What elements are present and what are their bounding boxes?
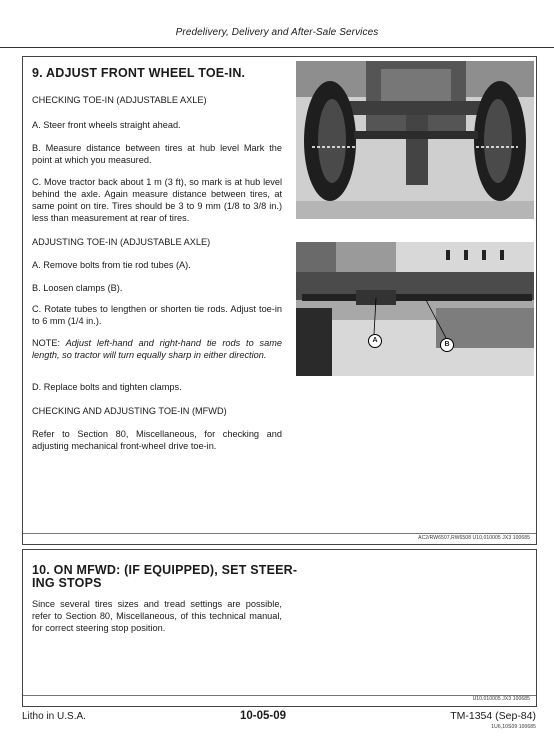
- section-9-box: [22, 56, 537, 545]
- checking-step-c: C. Move tractor back about 1 m (3 ft), so mark is at hub level behind the axle. Again measure distance between tires, at same point on tire. Tires should be 3 to 9 mm (1/8 to 3/8 in.) less than measurement at rear of tires.: [32, 177, 282, 223]
- front-wheels-photo: [296, 61, 534, 219]
- adjusting-step-c: C. Rotate tubes to lengthen or shorten tie rods. Adjust toe-in to 6 mm (1/4 in.).: [32, 304, 282, 326]
- section-10-ref-code: U10,010005 JX3 100685: [472, 696, 530, 702]
- mfwd-heading: CHECKING AND ADJUSTING TOE-IN (MFWD): [32, 406, 227, 416]
- section-10-title-line2: ING STOPS: [32, 576, 102, 590]
- callout-a: A: [368, 334, 382, 348]
- note-label: NOTE:: [32, 338, 61, 348]
- header-divider: [0, 47, 554, 48]
- section-10-text: Since several tires sizes and tread settings are possible, refer to Section 80, Miscellaneous, of this technical manual, for correct steering stop position.: [32, 599, 282, 633]
- tie-rod-photo: [296, 242, 534, 376]
- page-header-title: Predelivery, Delivery and After-Sale Services: [175, 27, 379, 38]
- adjusting-step-a: A. Remove bolts from tie rod tubes (A).: [32, 260, 191, 270]
- footer-manual-id: TM-1354 (Sep-84): [450, 710, 536, 722]
- note-text: Adjust left-hand and right-hand tie rods to same length, so tractor will turn equally sharp in either direction.: [32, 338, 282, 360]
- adjusting-heading: ADJUSTING TOE-IN (ADJUSTABLE AXLE): [32, 237, 211, 247]
- adjusting-step-d: D. Replace bolts and tighten clamps.: [32, 382, 182, 392]
- footer-small-code: 1U6,10S09 100685: [491, 724, 536, 730]
- checking-step-a: A. Steer front wheels straight ahead.: [32, 120, 181, 130]
- section-10-box: [22, 549, 537, 707]
- section-10-bottom-divider: [23, 695, 536, 696]
- note-block: [32, 337, 282, 361]
- adjusting-step-b: B. Loosen clamps (B).: [32, 283, 123, 293]
- callout-b: B: [440, 338, 454, 352]
- section-10-title-line1: 10. ON MFWD: (IF EQUIPPED), SET STEER-: [32, 563, 298, 577]
- footer-page-number: 10-05-09: [240, 710, 287, 722]
- checking-step-b: B. Measure distance between tires at hub level Mark the point at which you measured.: [32, 143, 282, 165]
- mfwd-text: Refer to Section 80, Miscellaneous, for checking and adjusting mechanical front-wheel drive toe-in.: [32, 429, 282, 451]
- section-9-ref-code: AC2/RW6507,RW6508 U10,010005 JX3 100685: [418, 535, 530, 541]
- section-9-title: 9. ADJUST FRONT WHEEL TOE-IN.: [32, 66, 246, 80]
- section-9-bottom-divider: [23, 533, 536, 534]
- checking-heading: CHECKING TOE-IN (ADJUSTABLE AXLE): [32, 95, 207, 105]
- footer-printer-note: Litho in U.S.A.: [22, 711, 86, 722]
